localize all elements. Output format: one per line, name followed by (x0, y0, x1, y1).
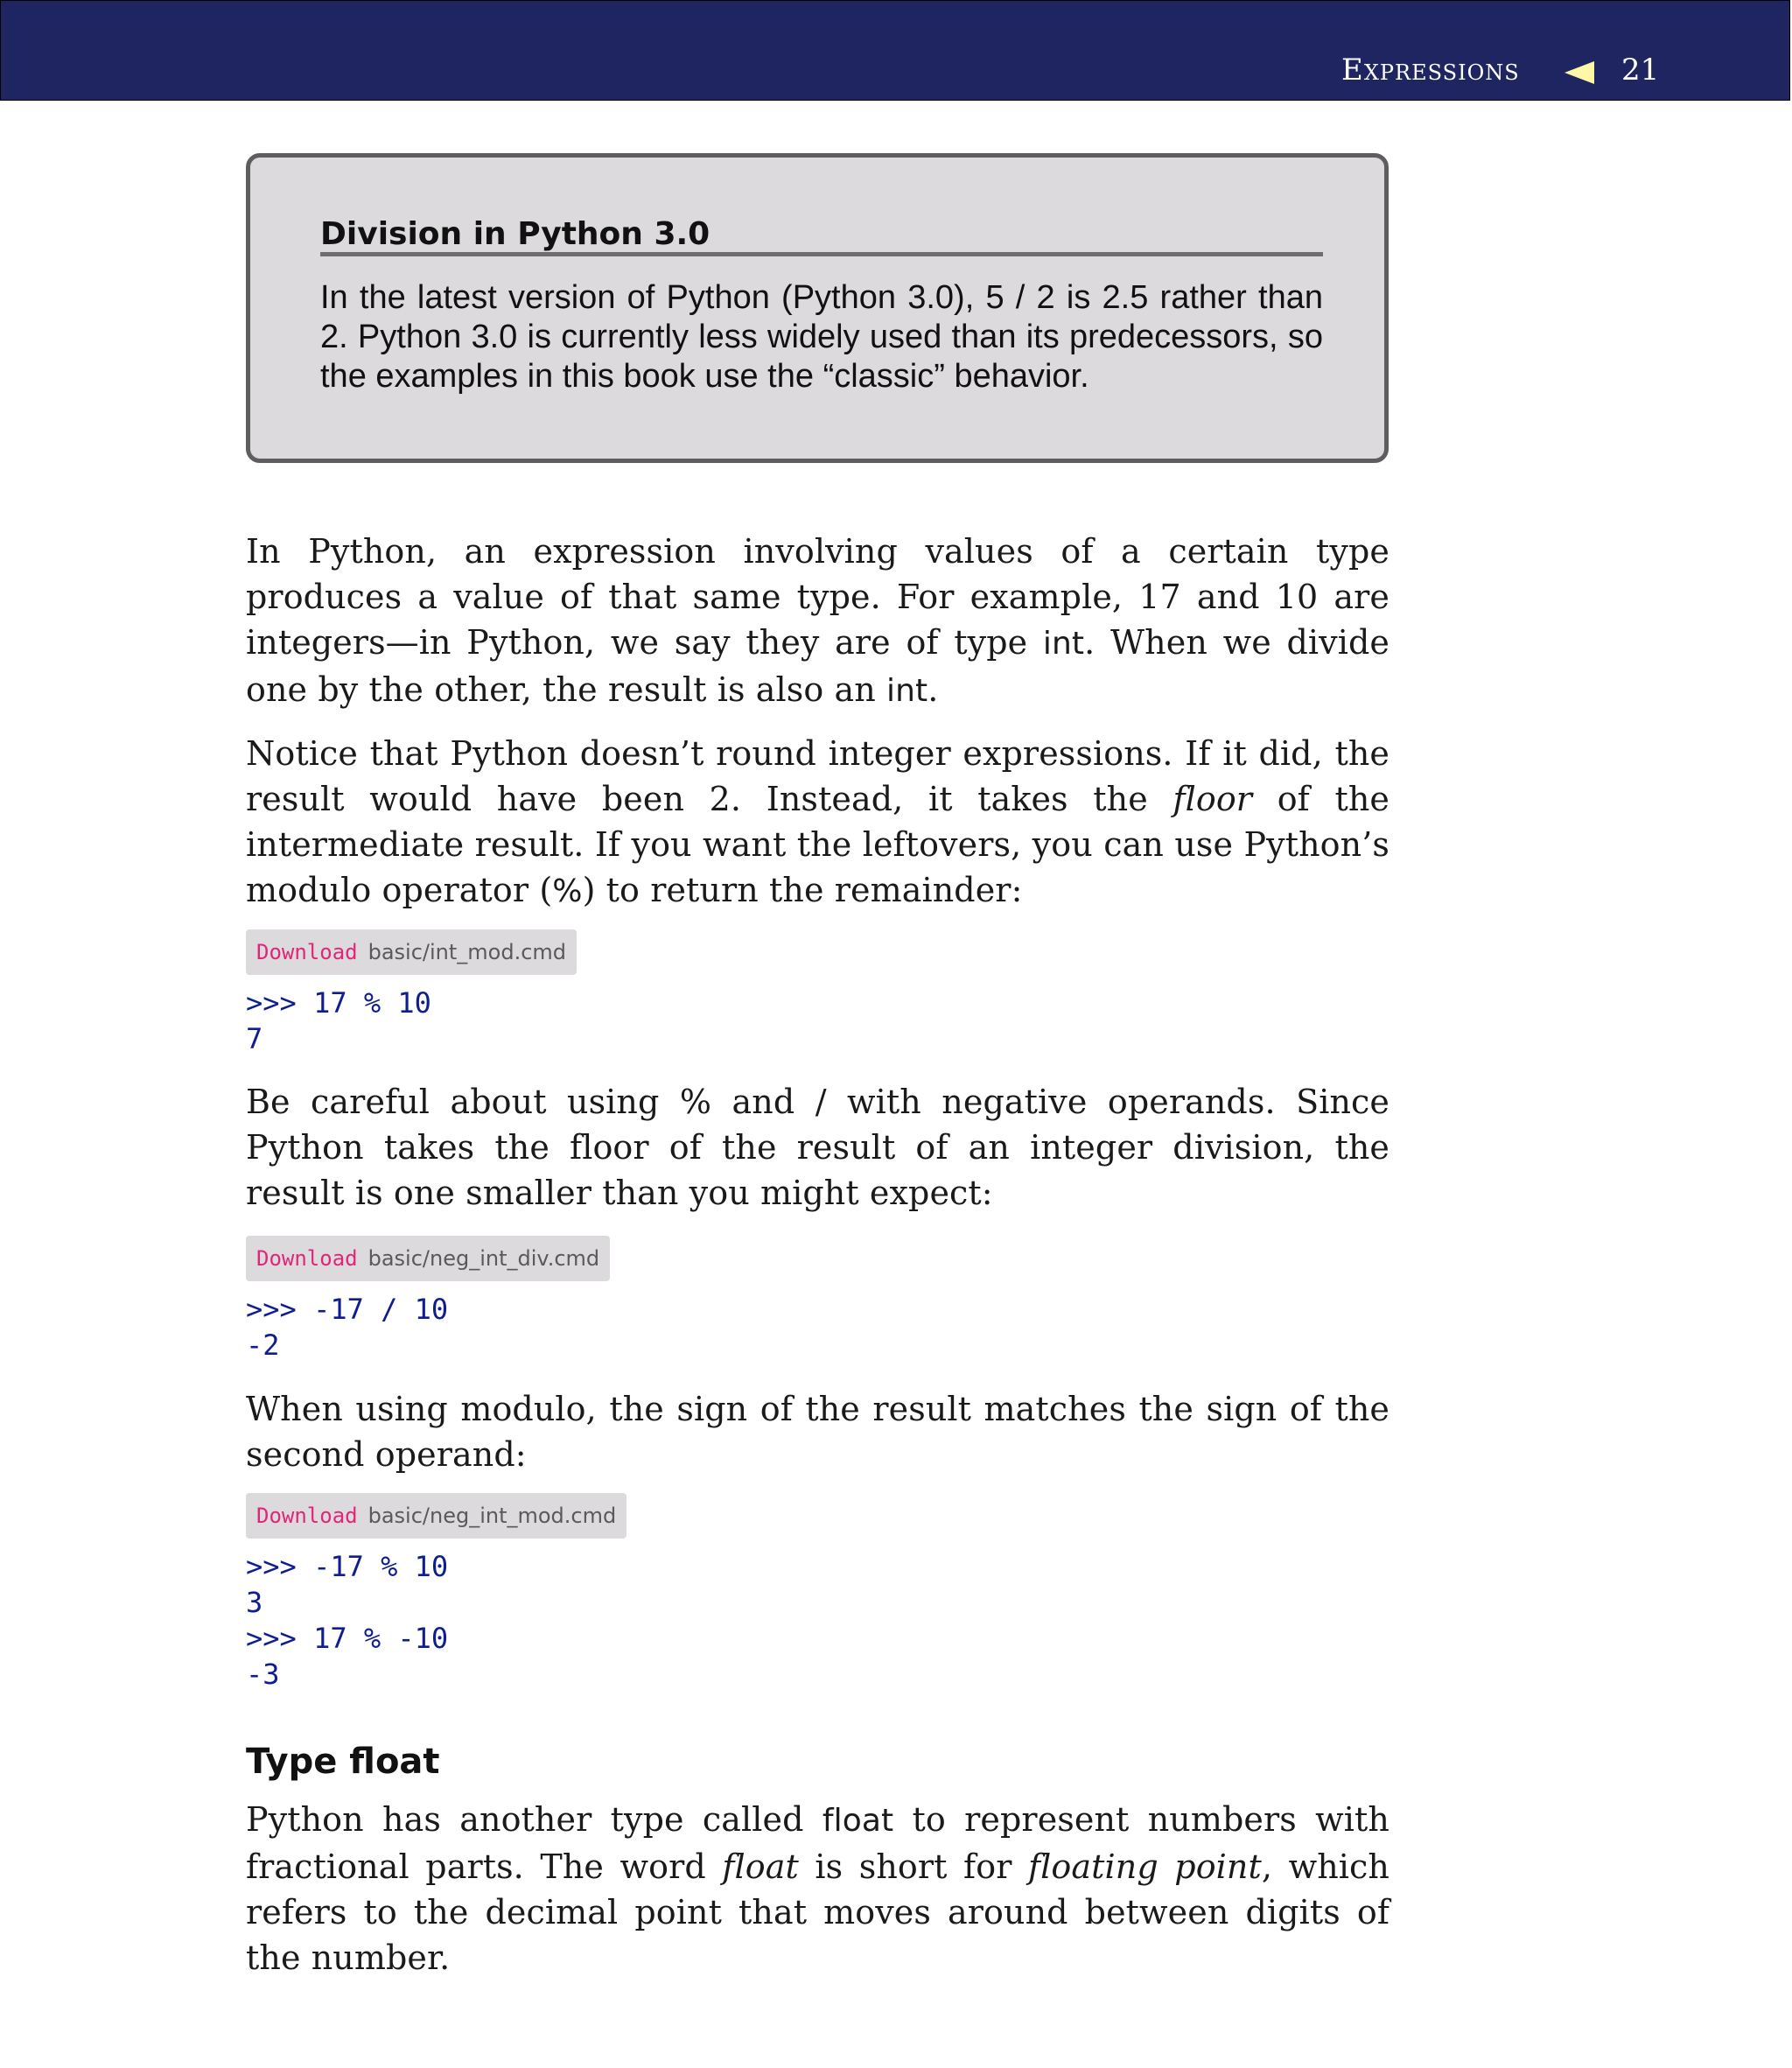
paragraph-5 (246, 1797, 1390, 1980)
text-run: In Python, an expression involving values of a certain type produces a value of that same type. For example, 17 and 10 are integers—in Python, we say they are of type (246, 532, 1390, 662)
inline-code: int (886, 673, 928, 709)
sidebar-box (246, 153, 1389, 463)
download-path: basic/neg_int_mod.cmd (368, 1504, 617, 1528)
section-heading: Type float (246, 1742, 440, 1782)
text-run: , which refers to the decimal point that moves around between digits of the number. (246, 1847, 1390, 1977)
text-run: ) to return the remainder: (582, 871, 1023, 909)
download-label: Download (256, 1504, 358, 1528)
download-path: basic/int_mod.cmd (368, 940, 567, 964)
text-run: is short for (798, 1847, 1028, 1886)
download-tag[interactable] (246, 929, 577, 975)
page-number: 21 (1621, 53, 1660, 88)
running-head: Expressions (1341, 53, 1520, 88)
download-tag[interactable] (246, 1493, 626, 1539)
code-block: >>> 17 % 10 7 (246, 986, 431, 1055)
inline-code: float (822, 1803, 894, 1839)
code-block: >>> -17 % 10 3 >>> 17 % -10 -3 (246, 1550, 449, 1691)
download-label: Download (256, 1246, 358, 1271)
paragraph-2 (246, 731, 1390, 915)
emphasis: floor (1172, 780, 1253, 818)
sidebar-title: Division in Python 3.0 (320, 217, 1323, 256)
inline-code: % (552, 873, 583, 909)
text-run: . (928, 670, 939, 709)
header-band (0, 0, 1790, 101)
download-path: basic/neg_int_div.cmd (368, 1246, 600, 1271)
paragraph-3: Be careful about using % and / with negative operands. Since Python takes the floor of the result of an integer division, the result is one smaller than you might expect: (246, 1083, 1390, 1212)
paragraph-1 (246, 529, 1390, 714)
emphasis: float (722, 1847, 799, 1886)
text-run: to represent numbers with fractional parts. The word (246, 1800, 1390, 1886)
download-tag[interactable] (246, 1236, 610, 1281)
left-arrow-icon (1564, 61, 1594, 84)
emphasis: floating point (1027, 1847, 1262, 1886)
text-run: . When we divide one by the other, the result is also an (246, 623, 1390, 709)
code-block: >>> -17 / 10 -2 (246, 1293, 449, 1362)
download-label: Download (256, 940, 358, 964)
sidebar-body: In the latest version of Python (Python 3.0), 5 / 2 is 2.5 rather than 2. Python 3.0 is currently less widely used than its predecessors, so the examples in this book use the “classic” behavior. (320, 279, 1323, 395)
text-run: of the intermediate result. If you want the leftovers, you can use Python’s modulo operator ( (246, 780, 1390, 909)
text-run: Notice that Python doesn’t round integer expressions. If it did, the result would have been 2. Instead, it takes the (246, 734, 1390, 818)
paragraph-4: When using modulo, the sign of the result matches the sign of the second operand: (246, 1390, 1390, 1474)
inline-code: int (1042, 626, 1085, 662)
text-run: Python has another type called (246, 1800, 822, 1839)
